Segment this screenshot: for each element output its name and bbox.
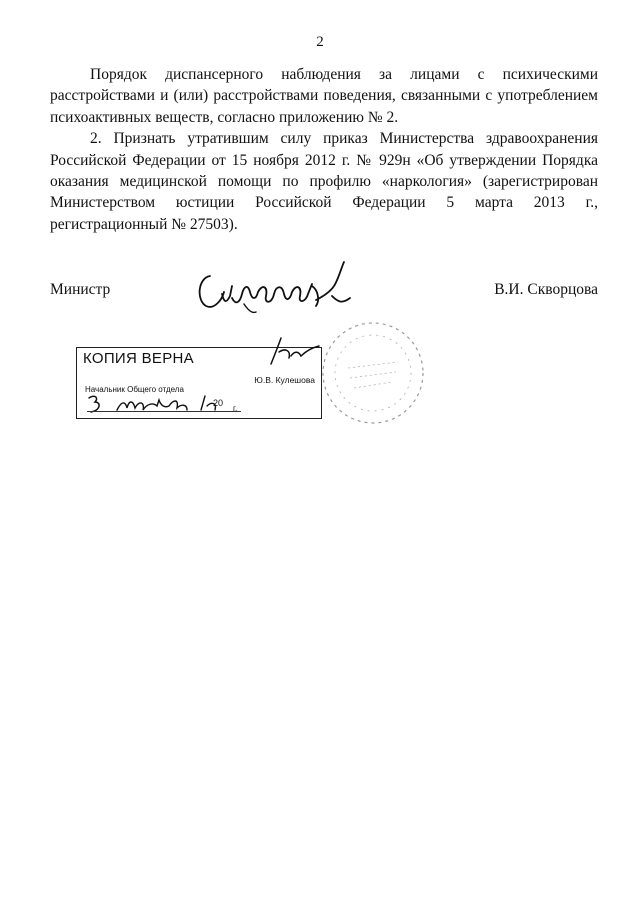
stamp-department: Начальник Общего отдела [85,385,184,394]
stamp-title: КОПИЯ ВЕРНА [83,350,194,367]
page-number: 2 [316,34,324,50]
stamp-signature [265,334,325,368]
paragraph-repeal-order: 2. Признать утратившим силу приказ Министерства здравоохранения Российской Федерации от 15 ноября 2012 г. № 929н «Об утверждении Порядка оказания медицинской помощи по профилю «наркология» (зарегистрирован Министерством юстиции Российской Федерации 5 марта 2013 г., регистрационный № 27503). [50,130,598,233]
official-seal [318,318,428,428]
paragraph-appendix-2: Порядок диспансерного наблюдения за лицами с психическими расстройствами и (или) расстройствами поведения, связанными с употреблением психоактивных веществ, согласно приложению № 2. [50,66,598,126]
stamp-year-prefix: 20 [213,398,224,408]
minister-name: В.И. Скворцова [494,281,598,298]
minister-signature [192,256,372,326]
stamp-date-underline [87,411,241,412]
certified-copy-stamp [76,347,322,419]
stamp-year-suffix: г. [233,404,238,413]
minister-title: Министр [50,281,111,298]
document-body [50,64,598,235]
handwritten-date [83,390,223,416]
stamp-person: Ю.В. Кулешова [254,375,315,385]
